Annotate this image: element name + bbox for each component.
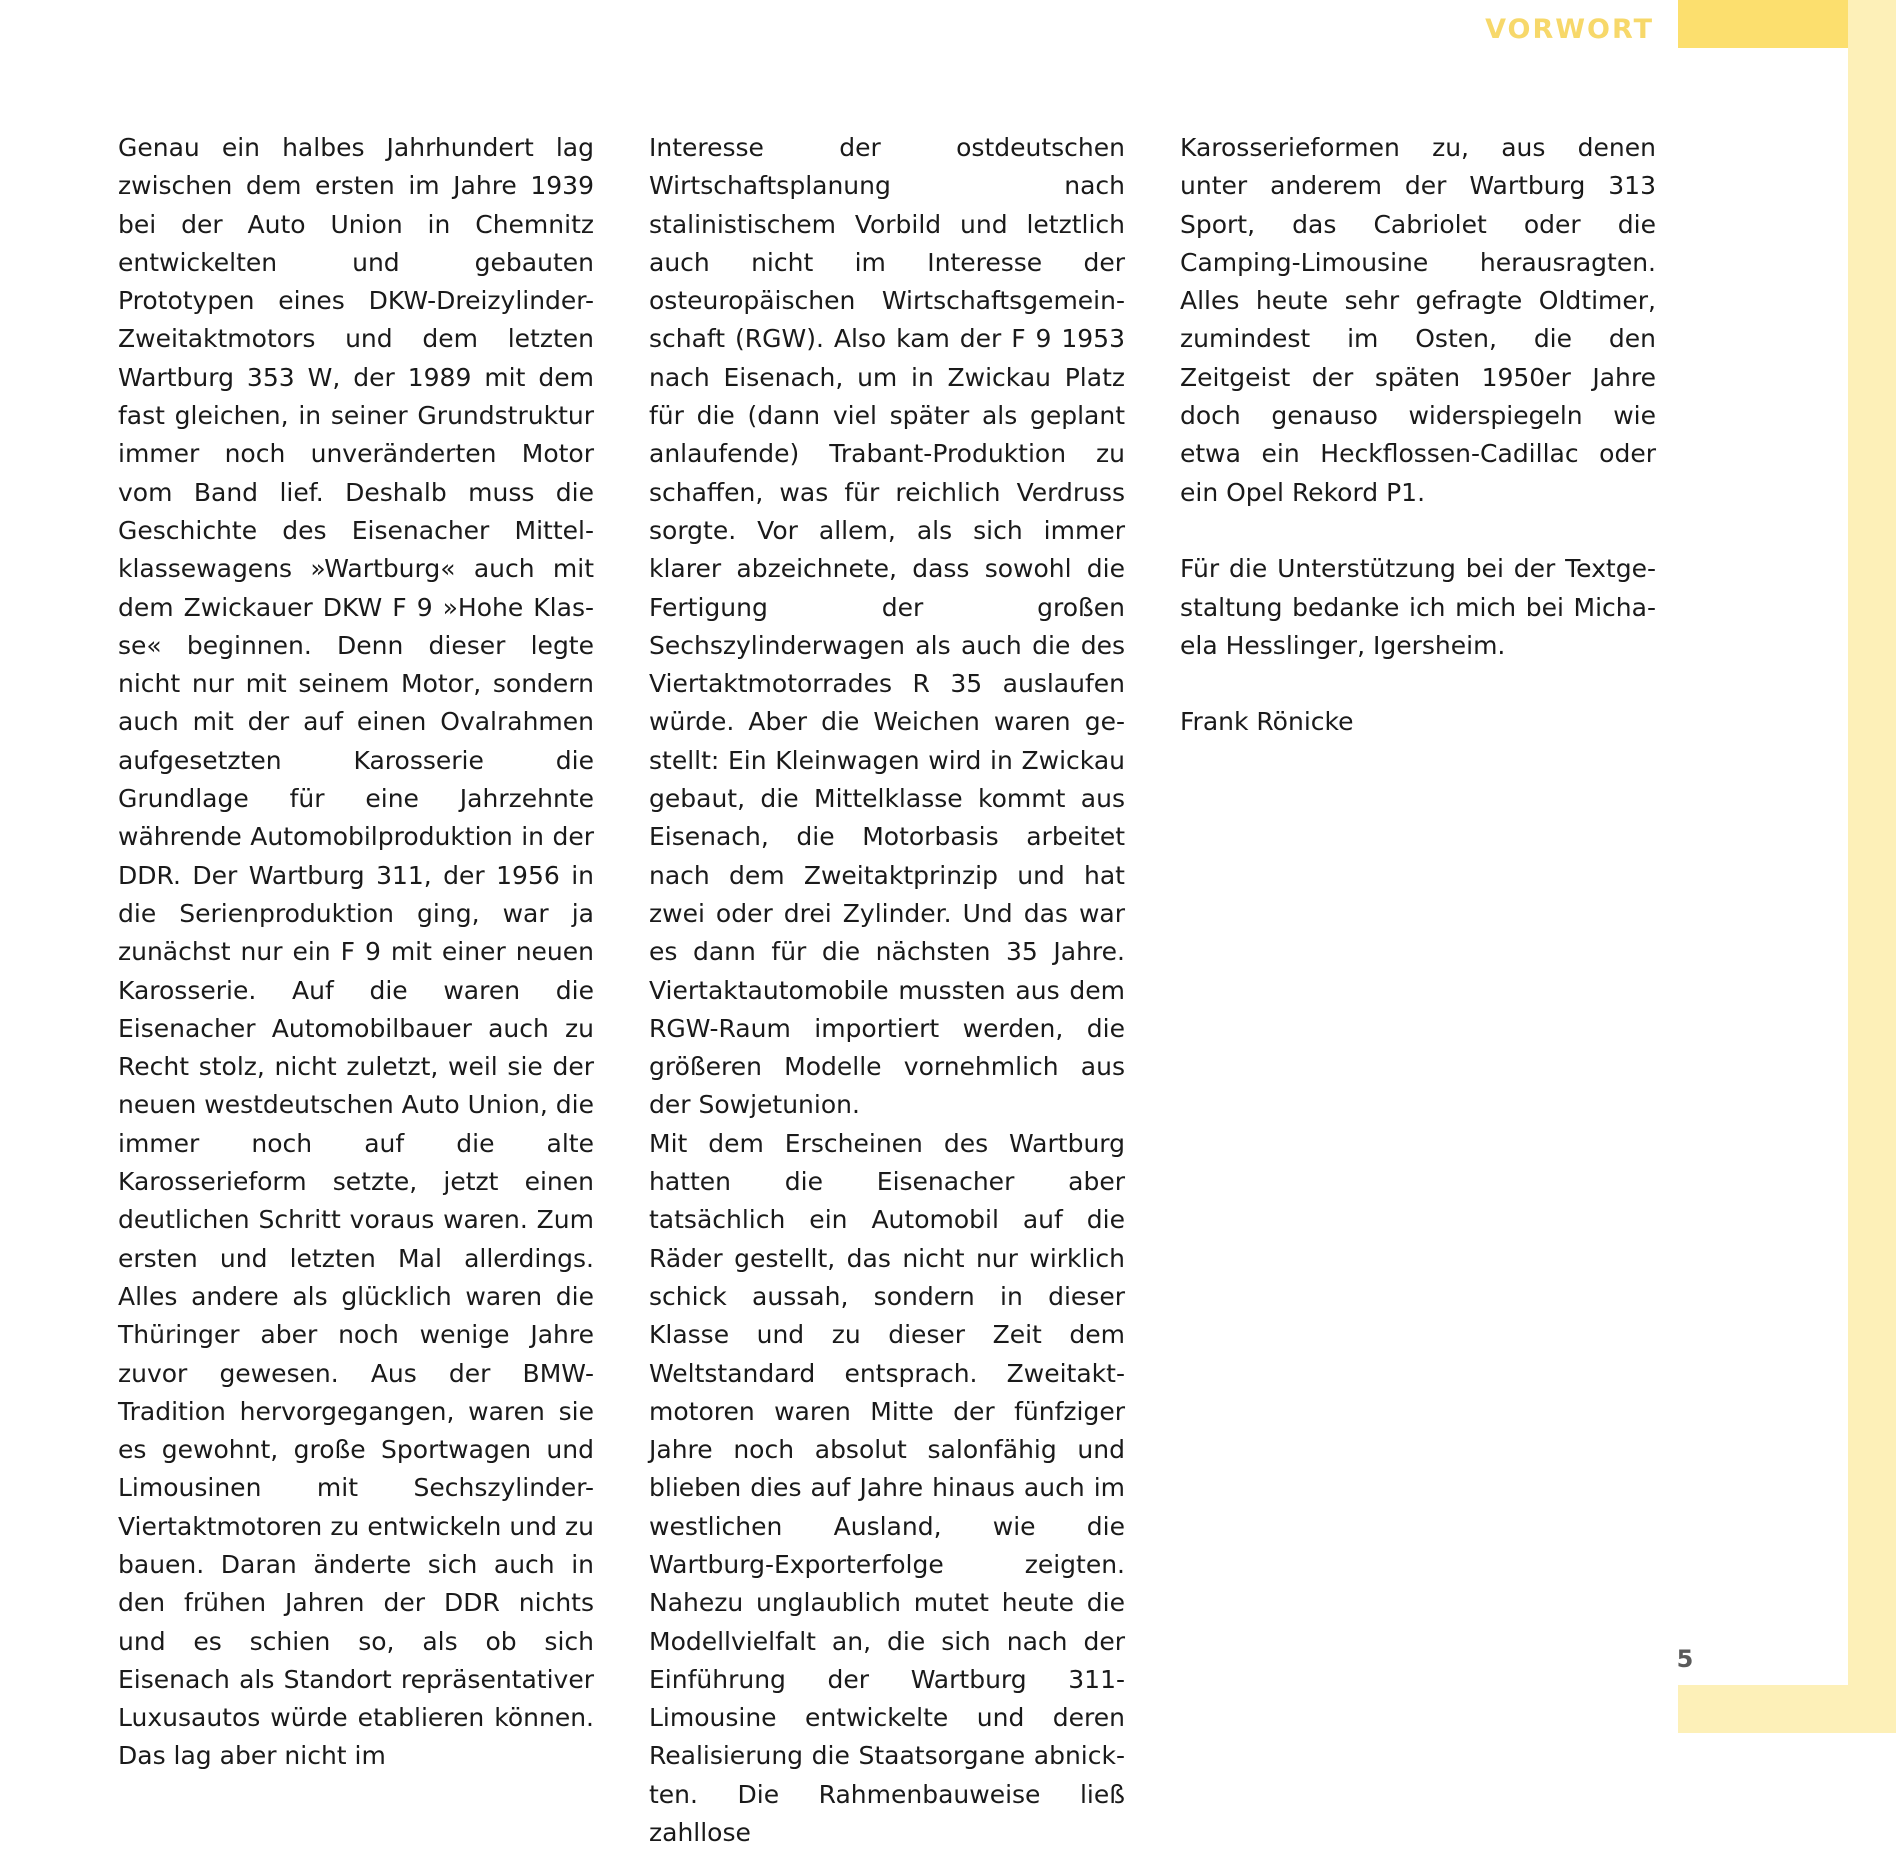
- paragraph-spacer: [1180, 512, 1656, 550]
- acknowledgement-paragraph: Für die Unterstützung bei der Textgestaltung bedanke ich mich bei Michaela Hesslinger, Igersheim.: [1180, 554, 1656, 660]
- footer-color-bar: [1678, 1685, 1848, 1733]
- paragraph-2: Interesse der ostdeutschen Wirtschaftsplanung nach stalinistischem Vorbild und letztlich auch nicht im Interesse der osteuropäischen Wirtschaftsgemeinschaft (RGW). Also kam der F 9 1953 nach Eisenach, um in Zwickau Platz für die (dann viel später als geplant anlaufende) Trabant-Produktion zu schaffen, was für reichlich Verdruss sorgte. Vor allem, als sich immer klarer abzeichnete, dass sowohl die Fertigung der großen Sechszylinderwagen als auch die des Viertaktmotorrades R 35 auslaufen würde. Aber die Weichen waren gestellt: Ein Kleinwagen wird in Zwickau gebaut, die Mittelklasse kommt aus Eisenach, die Motorbasis arbeitet nach dem Zweitaktprinzip und hat zwei oder drei Zylinder. Und das war es dann für die nächsten 35 Jahre. Viertaktautomobile mussten aus dem RGW-Raum importiert werden, die größeren Modelle vornehmlich aus der Sowjetunion.: [649, 133, 1125, 1120]
- page-number: 5: [1676, 1645, 1694, 1673]
- header-color-bar: [1678, 0, 1848, 48]
- text-column-3: [1180, 129, 1656, 742]
- section-title: VORWORT: [1485, 14, 1654, 45]
- side-color-band: [1848, 0, 1896, 1733]
- text-column-2: [649, 129, 1125, 1852]
- paragraph-1: Genau ein halbes Jahrhundert lag zwischen dem ersten im Jahre 1939 bei der Auto Union in Chemnitz entwickelten und gebauten Prototypen eines DKW-Dreizylinder-Zweitaktmotors und dem letzten Wartburg 353 W, der 1989 mit dem fast gleichen, in seiner Grundstruktur immer noch unveränderten Motor vom Band lief. Deshalb muss die Geschichte des Eisenacher Mittelklassewagens »Wartburg« auch mit dem Zwickauer DKW F 9 »Hohe Klasse« beginnen. Denn dieser legte nicht nur mit seinem Motor, sondern auch mit der auf einen Ovalrahmen aufgesetzten Karosserie die Grundlage für eine Jahrzehnte währende Automobilproduktion in der DDR. Der Wartburg 311, der 1956 in die Serienproduktion ging, war ja zunächst nur ein F 9 mit einer neuen Karosserie. Auf die waren die Eisenacher Automobilbauer auch zu Recht stolz, nicht zuletzt, weil sie der neuen westdeutschen Auto Union, die immer noch auf die alte Karosserieform setzte, jetzt einen deutlichen Schritt voraus waren. Zum ersten und letzten Mal allerdings. Alles andere als glücklich waren die Thüringer aber noch wenige Jahre zuvor gewesen. Aus der BMW-Tradition hervorgegangen, waren sie es gewohnt, große Sportwagen und Limousinen mit Sechszylinder-Viertaktmotoren zu entwickeln und zu bauen. Daran änderte sich auch in den frühen Jahren der DDR nichts und es schien so, als ob sich Eisenach als Standort repräsentativer Luxusautos würde etablieren können. Das lag aber nicht im: [118, 133, 594, 1771]
- text-column-1: [118, 129, 594, 1776]
- paragraph-spacer: [1180, 665, 1656, 703]
- paragraph-4: Karosserieformen zu, aus denen unter anderem der Wartburg 313 Sport, das Cabriolet oder die Camping-Limousine herausragten. Alles heute sehr gefragte Oldtimer, zumindest im Osten, die den Zeitgeist der späten 1950er Jahre doch genauso widerspiegeln wie etwa ein Heckflossen-Cadillac oder ein Opel Rekord P1.: [1180, 133, 1656, 507]
- paragraph-3: Mit dem Erscheinen des Wartburg hatten die Eisenacher aber tatsächlich ein Automobil auf die Räder gestellt, das nicht nur wirklich schick aussah, sondern in dieser Klasse und zu dieser Zeit dem Weltstandard entsprach. Zweitaktmotoren waren Mitte der fünfziger Jahre noch absolut salonfähig und blieben dies auf Jahre hinaus auch im westlichen Ausland, wie die Wartburg-Exporterfolge zeigten. Nahezu unglaublich mutet heute die Modellvielfalt an, die sich nach der Einführung der Wartburg 311-Limousine entwickelte und deren Realisierung die Staatsorgane abnickten. Die Rahmenbauweise ließ zahllose: [649, 1128, 1125, 1848]
- author-signature: Frank Rönicke: [1180, 707, 1354, 737]
